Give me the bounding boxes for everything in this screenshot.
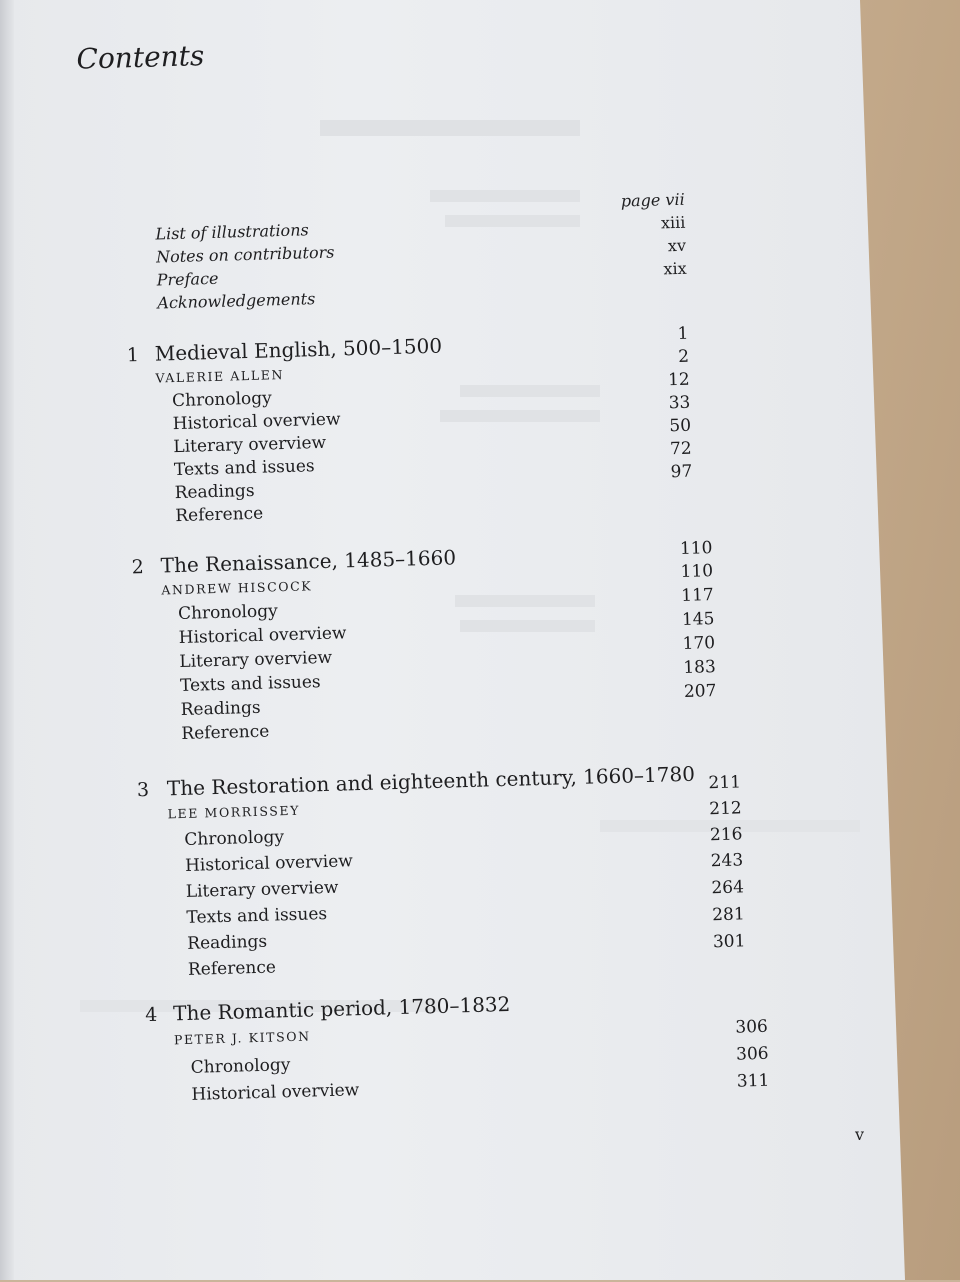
section-label: Readings <box>180 697 261 721</box>
section-label: Chronology <box>190 1055 291 1078</box>
chapter-page: 110 <box>679 538 713 560</box>
section-page: 183 <box>683 657 717 678</box>
section-label: Literary overview <box>179 647 333 673</box>
chapter-title: The Renaissance, 1485–1660 <box>160 545 457 578</box>
section-page: 110 <box>680 561 714 582</box>
section-label: Historical overview <box>178 623 347 649</box>
section-page: 281 <box>711 904 745 926</box>
section-page: 306 <box>735 1043 769 1065</box>
section-page: 2 <box>677 346 690 367</box>
section-page: 207 <box>683 681 717 702</box>
contents-heading: Contents <box>76 39 205 76</box>
front-matter-page: xix <box>663 258 687 279</box>
page-folio: v <box>855 1125 865 1144</box>
section-page: 301 <box>712 931 746 953</box>
chapter-page: 211 <box>708 772 742 794</box>
section-label: Chronology <box>177 601 278 625</box>
section-label: Reference <box>175 503 264 527</box>
section-page: 145 <box>681 609 715 630</box>
section-label: Literary overview <box>185 877 339 902</box>
chapter-number: 3 <box>136 778 150 802</box>
chapter-number: 4 <box>144 1003 158 1027</box>
section-page: 33 <box>668 392 691 414</box>
front-matter-item: List of illustrations <box>155 220 309 244</box>
chapter-author: PETER J. KITSON <box>173 1028 311 1048</box>
chapter-title: Medieval English, 500–1500 <box>154 333 443 366</box>
section-label: Readings <box>186 931 268 954</box>
front-matter-item: Acknowledgements <box>157 289 316 313</box>
chapter-author: ANDREW HISCOCK <box>161 578 313 598</box>
front-matter-item: Notes on contributors <box>155 242 335 267</box>
chapter-number: 1 <box>126 344 140 367</box>
section-page: 216 <box>709 824 743 846</box>
front-matter-page: xiii <box>660 212 686 233</box>
chapter-title: The Romantic period, 1780–1832 <box>172 991 511 1026</box>
section-label: Readings <box>174 480 255 504</box>
section-label: Literary overview <box>173 432 327 458</box>
section-label: Texts and issues <box>179 672 321 697</box>
section-label: Historical overview <box>172 409 341 435</box>
section-page: 50 <box>669 415 692 437</box>
front-matter-page: xv <box>667 235 687 256</box>
section-page: 243 <box>710 850 744 872</box>
section-label: Reference <box>187 957 277 980</box>
section-page: 97 <box>670 461 693 483</box>
section-page: 212 <box>708 798 742 820</box>
section-label: Texts and issues <box>186 904 328 928</box>
section-page: 12 <box>667 369 690 391</box>
chapter-author: VALERIE ALLEN <box>155 366 285 386</box>
front-matter-item: Preface <box>156 268 219 290</box>
section-label: Reference <box>181 721 270 744</box>
section-label: Historical overview <box>191 1080 360 1105</box>
section-page: 170 <box>682 633 716 654</box>
section-page: 311 <box>736 1070 770 1092</box>
section-label: Chronology <box>184 827 285 850</box>
chapter-page: 306 <box>735 1016 769 1038</box>
section-label: Historical overview <box>184 851 354 876</box>
section-page: 72 <box>669 438 692 460</box>
chapter-number: 2 <box>131 555 145 579</box>
section-page: 117 <box>681 585 715 606</box>
chapter-title: The Restoration and eighteenth century, 1660–1780 <box>166 761 696 801</box>
chapter-author: LEE MORRISSEY <box>167 802 301 822</box>
section-label: Chronology <box>171 388 273 412</box>
section-label: Texts and issues <box>173 456 315 481</box>
chapter-page: 1 <box>677 323 689 344</box>
front-matter-page: page vii <box>620 189 685 211</box>
section-page: 264 <box>711 877 745 899</box>
